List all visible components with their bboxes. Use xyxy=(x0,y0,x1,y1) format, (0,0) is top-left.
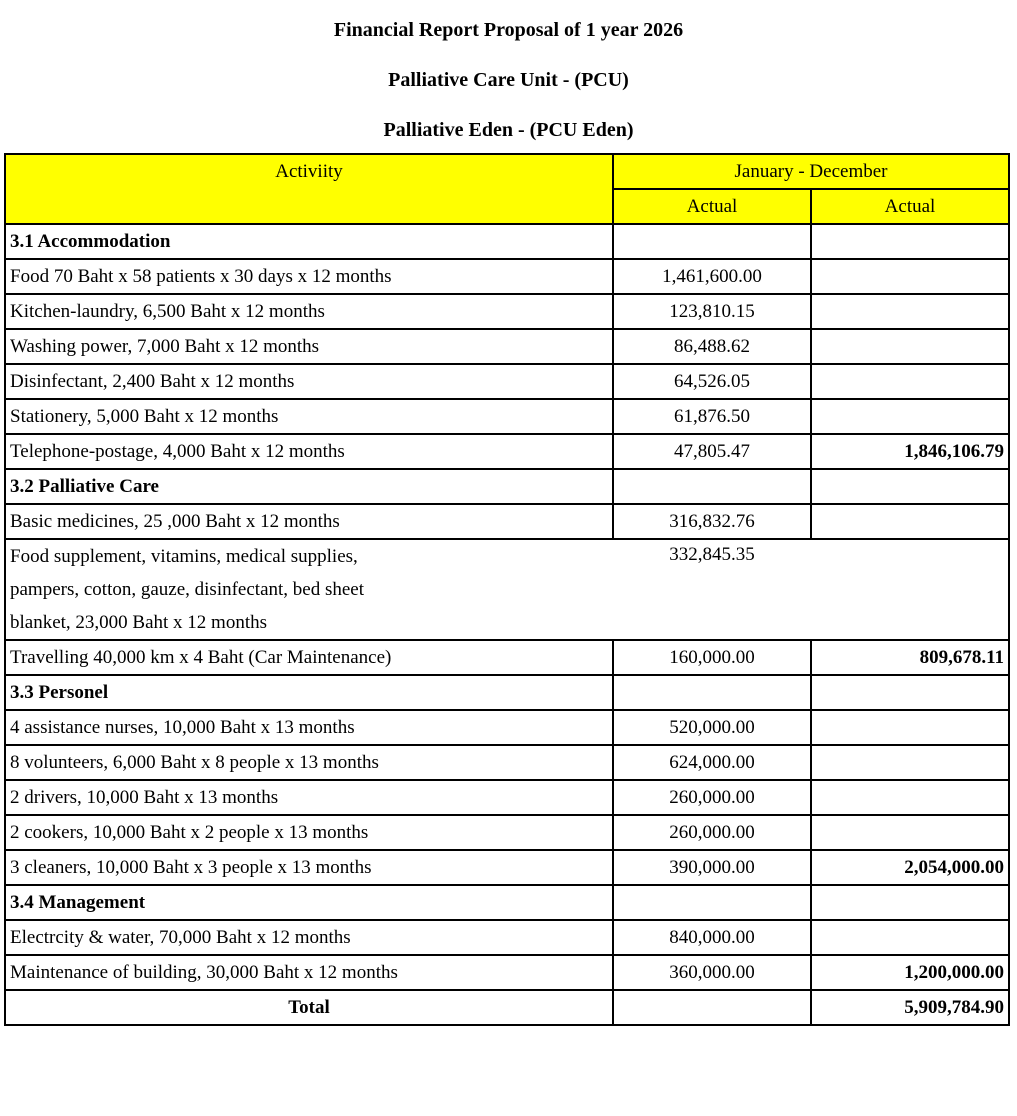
item-subtotal xyxy=(811,329,1009,364)
item-subtotal: 1,200,000.00 xyxy=(811,955,1009,990)
item-label: Disinfectant, 2,400 Baht x 12 months xyxy=(5,364,613,399)
item-subtotal xyxy=(811,780,1009,815)
section-subtotal-cell xyxy=(811,675,1009,710)
item-subtotal xyxy=(811,364,1009,399)
total-label: Total xyxy=(5,990,613,1025)
item-subtotal xyxy=(811,504,1009,539)
section-amount-cell xyxy=(613,885,811,920)
item-label: 2 cookers, 10,000 Baht x 2 people x 13 months xyxy=(5,815,613,850)
item-label: Washing power, 7,000 Baht x 12 months xyxy=(5,329,613,364)
unit-title: Palliative Care Unit - (PCU) xyxy=(388,69,629,91)
item-row xyxy=(5,640,1009,675)
financial-table-body xyxy=(5,154,1009,1025)
header-row-1 xyxy=(5,154,1009,189)
section-amount-cell xyxy=(613,675,811,710)
item-amount: 260,000.00 xyxy=(613,815,811,850)
item-amount: 160,000.00 xyxy=(613,640,811,675)
item-amount: 64,526.05 xyxy=(613,364,811,399)
section-amount-cell xyxy=(613,224,811,259)
section-subtotal-cell xyxy=(811,885,1009,920)
item-amount: 61,876.50 xyxy=(613,399,811,434)
item-row xyxy=(5,434,1009,469)
section-subtotal-cell xyxy=(811,469,1009,504)
item-row xyxy=(5,815,1009,850)
item-label xyxy=(5,539,613,640)
item-label-line: Food supplement, vitamins, medical supplies, xyxy=(10,546,358,567)
item-row xyxy=(5,780,1009,815)
item-label: 3 cleaners, 10,000 Baht x 3 people x 13 months xyxy=(5,850,613,885)
period-header: January - December xyxy=(613,154,1009,189)
item-label: Travelling 40,000 km x 4 Baht (Car Maintenance) xyxy=(5,640,613,675)
item-amount: 520,000.00 xyxy=(613,710,811,745)
total-row xyxy=(5,990,1009,1025)
item-subtotal xyxy=(811,399,1009,434)
item-label: Basic medicines, 25 ,000 Baht x 12 months xyxy=(5,504,613,539)
item-amount: 360,000.00 xyxy=(613,955,811,990)
item-amount: 390,000.00 xyxy=(613,850,811,885)
section-title: 3.4 Management xyxy=(5,885,613,920)
item-label: Maintenance of building, 30,000 Baht x 12 months xyxy=(5,955,613,990)
item-row xyxy=(5,955,1009,990)
report-title: Financial Report Proposal of 1 year 2026 xyxy=(333,19,684,41)
item-subtotal: 1,846,106.79 xyxy=(811,434,1009,469)
section-title: 3.2 Palliative Care xyxy=(5,469,613,504)
item-subtotal xyxy=(811,259,1009,294)
item-label: 4 assistance nurses, 10,000 Baht x 13 months xyxy=(5,710,613,745)
total-value: 5,909,784.90 xyxy=(811,990,1009,1025)
item-row xyxy=(5,399,1009,434)
item-subtotal xyxy=(811,710,1009,745)
item-row xyxy=(5,920,1009,955)
item-row xyxy=(5,294,1009,329)
sub-unit-title: Palliative Eden - (PCU Eden) xyxy=(383,119,634,141)
section-row xyxy=(5,675,1009,710)
item-subtotal xyxy=(811,920,1009,955)
item-amount: 47,805.47 xyxy=(613,434,811,469)
section-title: 3.1 Accommodation xyxy=(5,224,613,259)
section-row xyxy=(5,224,1009,259)
item-label: Food 70 Baht x 58 patients x 30 days x 12 months xyxy=(5,259,613,294)
item-label: 8 volunteers, 6,000 Baht x 8 people x 13 months xyxy=(5,745,613,780)
item-amount: 86,488.62 xyxy=(613,329,811,364)
item-subtotal: 2,054,000.00 xyxy=(811,850,1009,885)
item-amount: 260,000.00 xyxy=(613,780,811,815)
item-row xyxy=(5,364,1009,399)
item-row xyxy=(5,710,1009,745)
item-subtotal xyxy=(811,745,1009,780)
item-label: Electrcity & water, 70,000 Baht x 12 months xyxy=(5,920,613,955)
section-row xyxy=(5,469,1009,504)
item-label: Telephone-postage, 4,000 Baht x 12 months xyxy=(5,434,613,469)
item-subtotal xyxy=(811,294,1009,329)
item-label-line: blanket, 23,000 Baht x 12 months xyxy=(10,612,268,633)
item-row xyxy=(5,329,1009,364)
item-row xyxy=(5,539,1009,640)
item-amount: 840,000.00 xyxy=(613,920,811,955)
item-row xyxy=(5,850,1009,885)
item-row xyxy=(5,745,1009,780)
item-label: 2 drivers, 10,000 Baht x 13 months xyxy=(5,780,613,815)
activity-header: Activiity xyxy=(5,154,613,224)
item-label: Kitchen-laundry, 6,500 Baht x 12 months xyxy=(5,294,613,329)
total-amount-cell xyxy=(613,990,811,1025)
item-subtotal xyxy=(811,815,1009,850)
item-row xyxy=(5,259,1009,294)
item-label: Stationery, 5,000 Baht x 12 months xyxy=(5,399,613,434)
item-amount: 332,845.35 xyxy=(613,539,811,640)
section-subtotal-cell xyxy=(811,224,1009,259)
actual-header-1: Actual xyxy=(613,189,811,224)
section-amount-cell xyxy=(613,469,811,504)
item-subtotal xyxy=(811,539,1009,640)
item-amount: 624,000.00 xyxy=(613,745,811,780)
financial-table xyxy=(4,153,1010,1026)
actual-header-2: Actual xyxy=(811,189,1009,224)
item-label-line: pampers, cotton, gauze, disinfectant, bed sheet xyxy=(10,579,365,600)
item-amount: 123,810.15 xyxy=(613,294,811,329)
item-subtotal: 809,678.11 xyxy=(811,640,1009,675)
section-row xyxy=(5,885,1009,920)
item-amount: 1,461,600.00 xyxy=(613,259,811,294)
item-row xyxy=(5,504,1009,539)
item-amount: 316,832.76 xyxy=(613,504,811,539)
section-title: 3.3 Personel xyxy=(5,675,613,710)
